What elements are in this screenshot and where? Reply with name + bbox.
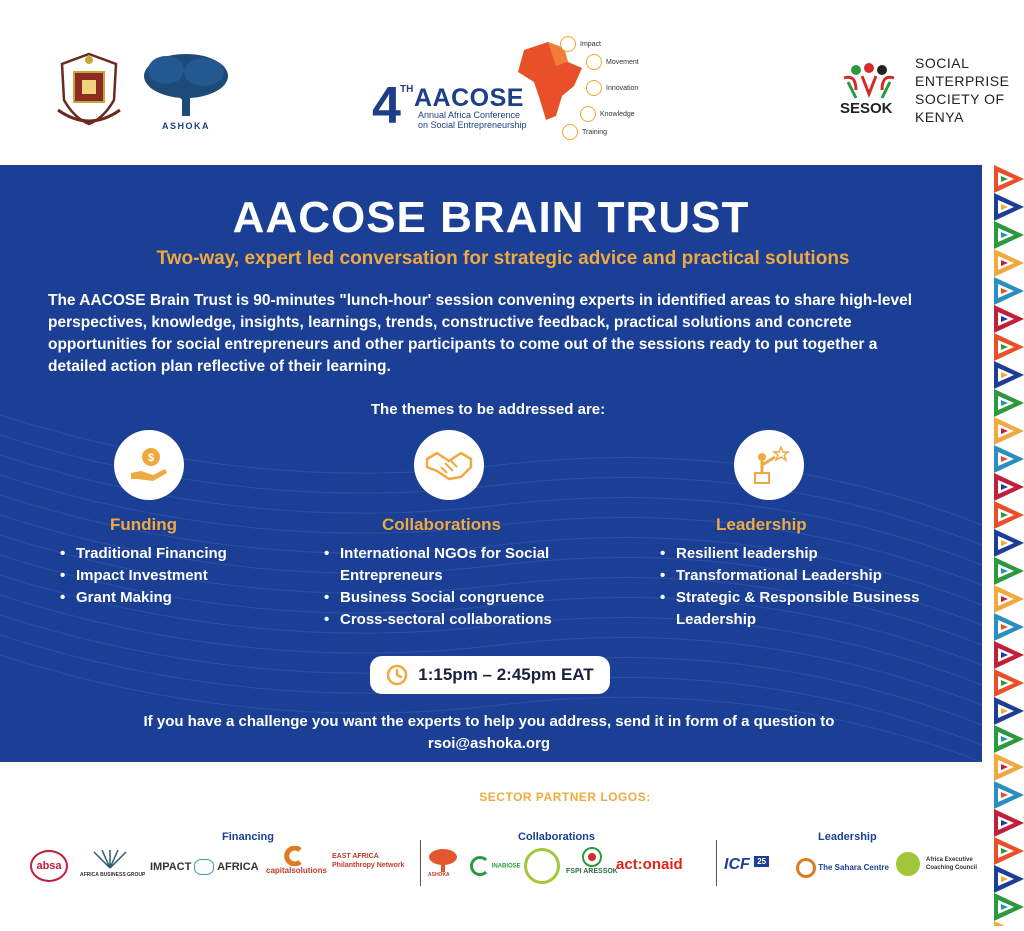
aacose-edition-ordinal: TH bbox=[400, 84, 414, 95]
list-item: • Grant Making bbox=[60, 587, 300, 609]
sesok-full-name bbox=[915, 54, 1009, 126]
logo-text: The Sahara Centre bbox=[818, 863, 889, 873]
session-time: 1:15pm – 2:45pm EAT bbox=[418, 665, 594, 684]
movement-icon bbox=[586, 54, 602, 70]
partner-group-financing: Financing bbox=[222, 831, 274, 843]
theme-heading-leadership: Leadership bbox=[716, 515, 807, 534]
africa-executive-coaching-logo bbox=[896, 852, 977, 872]
call-to-action bbox=[60, 711, 918, 755]
logo-text: IMPACT bbox=[150, 860, 192, 873]
capital-solutions-logo bbox=[266, 846, 327, 875]
kente-triangle bbox=[994, 921, 1024, 926]
ea-philanthropy-network-logo bbox=[332, 852, 404, 870]
tree-icon bbox=[428, 848, 458, 872]
africa-outline-icon bbox=[194, 859, 214, 875]
capital-c-icon bbox=[284, 846, 304, 866]
theme-list-funding bbox=[60, 543, 300, 609]
partner-divider bbox=[420, 840, 421, 886]
theme-heading-collaborations: Collaborations bbox=[382, 515, 502, 534]
pillar-training bbox=[562, 124, 607, 140]
list-item: • Business Social congruence bbox=[324, 587, 624, 609]
coaching-circle-icon bbox=[896, 852, 920, 876]
icf-logo bbox=[724, 856, 769, 874]
logo-text: Africa Executive bbox=[926, 857, 973, 863]
absa-logo: absa bbox=[30, 850, 68, 882]
list-item: • Strategic & Responsible Business Leadership bbox=[660, 587, 940, 631]
innovation-icon bbox=[586, 80, 602, 96]
fspi-aressok-logo bbox=[566, 846, 618, 875]
pillar-knowledge bbox=[580, 106, 635, 122]
pillar-innovation bbox=[586, 80, 638, 96]
list-item: • International NGOs for Social Entrepreneurs bbox=[324, 543, 624, 587]
logo-text: ICF bbox=[724, 856, 750, 873]
logo-text: FSPI ARESSOK bbox=[566, 868, 618, 875]
sunflower-icon bbox=[581, 846, 603, 868]
inabiose-logo bbox=[470, 856, 521, 876]
ashoka-tree-logo bbox=[140, 50, 232, 132]
logo-text: EAST AFRICA bbox=[332, 853, 379, 860]
leader-star-icon bbox=[734, 430, 804, 500]
list-item: • Resilient leadership bbox=[660, 543, 940, 565]
logo-text: AFRICA bbox=[217, 860, 259, 873]
page-subtitle: Two-way, expert led conversation for strategic advice and practical solutions bbox=[156, 248, 850, 269]
ashoka-partner-logo bbox=[428, 848, 458, 878]
logo-text: ASHOKA bbox=[428, 872, 450, 878]
list-item: • Traditional Financing bbox=[60, 543, 300, 565]
theme-list-leadership bbox=[660, 543, 940, 631]
theme-heading-funding: Funding bbox=[110, 515, 178, 534]
logo-text: Philanthropy Network bbox=[332, 862, 405, 869]
cta-email-link[interactable]: rsoi@ashoka.org bbox=[427, 735, 551, 752]
africa-business-group-logo bbox=[80, 850, 146, 878]
sesok-name-line: SOCIAL bbox=[915, 55, 970, 71]
training-icon bbox=[562, 124, 578, 140]
impact-icon bbox=[560, 36, 576, 52]
svg-text:$: $ bbox=[147, 452, 155, 464]
logo-text: AFRICA BUSINESS GROUP bbox=[80, 872, 146, 878]
list-item: • Cross-sectoral collaborations bbox=[324, 609, 624, 631]
social-enterprise-circle-logo bbox=[524, 848, 560, 884]
pillar-label: Knowledge bbox=[600, 110, 635, 118]
ashoka-label: ASHOKA bbox=[161, 121, 210, 131]
aacose-edition-number: 4 bbox=[372, 77, 401, 135]
kente-pattern-icon bbox=[994, 165, 1024, 926]
pillar-impact bbox=[560, 36, 601, 52]
sahara-ring-icon bbox=[796, 858, 816, 878]
list-item: • Impact Investment bbox=[60, 565, 300, 587]
cta-text: If you have a challenge you want the experts to help you address, send it in form of a question to bbox=[143, 713, 835, 730]
session-time-badge bbox=[370, 656, 610, 694]
logo-text: INABIOSE bbox=[491, 863, 521, 870]
pillar-label: Movement bbox=[606, 58, 639, 66]
sahara-centre-logo bbox=[796, 858, 889, 878]
sesok-people-icon bbox=[840, 62, 898, 102]
aacose-subtitle-line2: on Social Entrepreneurship bbox=[418, 120, 527, 130]
pillar-label: Impact bbox=[580, 40, 602, 48]
sesok-name-line: SOCIETY OF bbox=[915, 91, 1005, 107]
kente-pattern-border bbox=[994, 165, 1024, 926]
theme-list-collaborations bbox=[324, 543, 624, 631]
sesok-name-line: KENYA bbox=[915, 109, 964, 125]
sesok-acronym: SESOK bbox=[840, 100, 893, 117]
aacose-pillars bbox=[560, 36, 650, 140]
partner-divider bbox=[716, 840, 717, 886]
list-item: • Transformational Leadership bbox=[660, 565, 940, 587]
green-swirl-icon bbox=[470, 856, 490, 876]
themes-intro: The themes to be addressed are: bbox=[370, 401, 606, 418]
page-title: AACOSE BRAIN TRUST bbox=[232, 193, 750, 242]
aacose-subtitle-line1: Annual Africa Conference bbox=[418, 110, 521, 120]
aacose-logo-title: AACOSE bbox=[414, 84, 524, 112]
partner-group-collaborations: Collaborations bbox=[518, 831, 596, 843]
sunburst-icon bbox=[90, 850, 130, 870]
pillar-movement bbox=[586, 54, 639, 70]
knowledge-icon bbox=[580, 106, 596, 122]
handshake-icon bbox=[414, 430, 484, 500]
icf-25-badge: 25 bbox=[754, 856, 769, 867]
actionaid-logo: act:onaid bbox=[616, 856, 683, 873]
pillar-label: Training bbox=[582, 128, 608, 136]
partner-group-leadership: Leadership bbox=[818, 831, 877, 843]
logo-text: Coaching Council bbox=[926, 865, 977, 871]
logo-text: capitalsolutions bbox=[266, 866, 327, 875]
sesok-name-line: ENTERPRISE bbox=[915, 73, 1010, 89]
clock-icon bbox=[386, 664, 408, 686]
money-hand-icon bbox=[114, 430, 184, 500]
intro-paragraph: The AACOSE Brain Trust is 90-minutes "lunch-hour' session convening experts in identified areas to share high-level perspectives, knowledge, insights, learnings, trends, constructive feedback, practical solutions and concrete opportunities for social entrepreneurs and other participants to come out of the sessions ready to put together a detailed action plan reflective of their learning. bbox=[48, 292, 913, 375]
pillar-label: Innovation bbox=[606, 84, 639, 92]
university-seal-logo bbox=[54, 50, 124, 128]
impact-africa-logo bbox=[150, 859, 259, 875]
partners-heading: SECTOR PARTNER LOGOS: bbox=[479, 790, 651, 804]
